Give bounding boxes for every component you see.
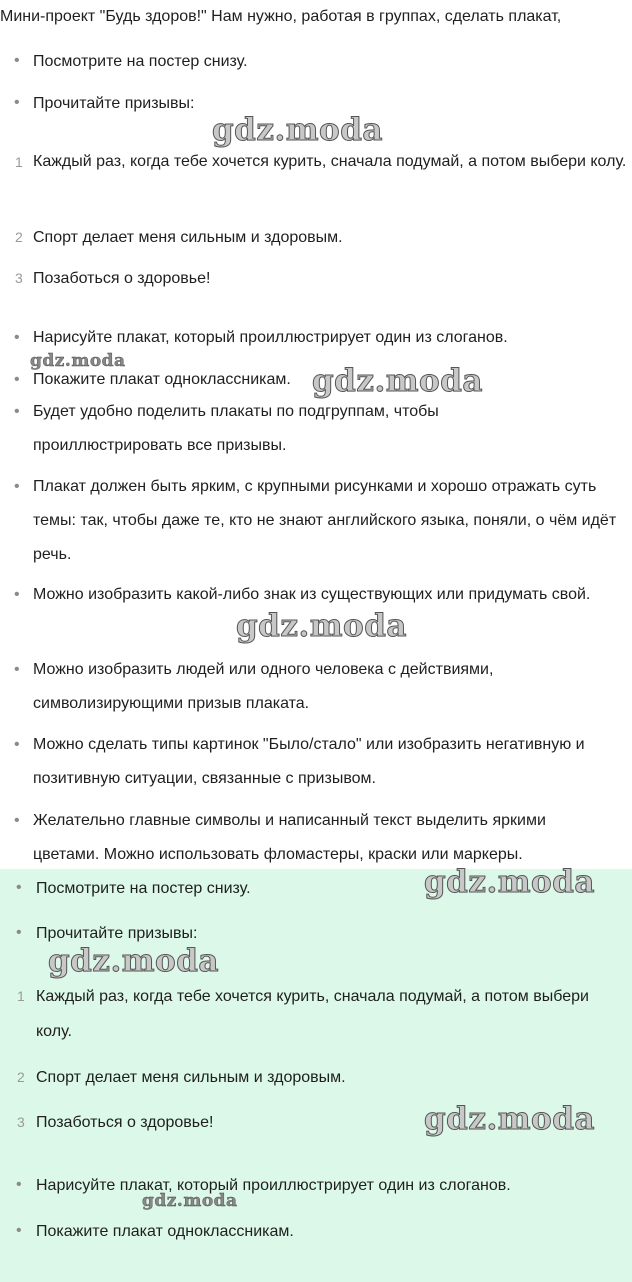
list-number: 3 [15, 270, 23, 286]
list-item: Покажите плакат одноклассникам. [36, 1223, 294, 1240]
list-item: Желательно главные символы и написанный текст выделить яркими цветами. Можно использовать фломастеры, краски или маркеры. [33, 812, 546, 863]
list-item: Посмотрите на постер снизу. [33, 53, 248, 70]
bullet-marker: • [14, 478, 20, 495]
list-number: 1 [15, 154, 23, 170]
watermark: gdz.moda [424, 864, 595, 900]
list-item: Покажите плакат одноклассникам. [33, 371, 291, 388]
list-number: 2 [15, 229, 23, 245]
watermark: gdz.moda [30, 351, 126, 371]
list-item: Нарисуйте плакат, который проиллюстрирует один из слоганов. [36, 1177, 511, 1194]
list-item: Спорт делает меня сильным и здоровым. [36, 1069, 346, 1086]
list-item: Позаботься о здоровье! [33, 270, 211, 287]
bullet-marker: • [14, 736, 20, 753]
bullet-marker: • [14, 52, 20, 69]
bullet-marker: • [14, 586, 20, 603]
list-item: Можно изобразить людей или одного человека с действиями, символизирующими призыв плаката. [33, 661, 494, 712]
bullet-marker: • [16, 1222, 22, 1239]
list-item: Можно изобразить какой-либо знак из существующих или придумать свой. [33, 586, 591, 603]
watermark: gdz.moda [212, 112, 383, 148]
list-item: Будет удобно поделить плакаты по подгруппам, чтобы проиллюстрировать все призывы. [33, 403, 439, 454]
list-item: Каждый раз, когда тебе хочется курить, сначала подумай, а потом выбери колу. [36, 988, 589, 1040]
list-item: Спорт делает меня сильным и здоровым. [33, 229, 343, 246]
bullet-marker: • [14, 94, 20, 111]
list-item: Прочитайте призывы: [36, 925, 198, 942]
bullet-marker: • [14, 812, 20, 829]
list-number: 1 [17, 988, 25, 1004]
bullet-marker: • [14, 403, 20, 420]
bullet-marker: • [16, 924, 22, 941]
bullet-marker: • [16, 1176, 22, 1193]
list-item: Посмотрите на постер снизу. [36, 880, 251, 897]
list-item: Прочитайте призывы: [33, 95, 195, 112]
bullet-marker: • [14, 371, 20, 388]
watermark: gdz.moda [312, 363, 483, 399]
list-item: Нарисуйте плакат, который проиллюстрирует один из слоганов. [33, 329, 508, 346]
watermark: gdz.moda [424, 1101, 595, 1137]
list-item: Позаботься о здоровье! [36, 1114, 214, 1131]
intro-text: Мини-проект "Будь здоров!" Нам нужно, работая в группах, сделать плакат, [0, 8, 562, 25]
watermark: gdz.moda [142, 1191, 238, 1211]
watermark: gdz.moda [48, 943, 219, 979]
list-item: Можно сделать типы картинок "Было/стало" или изобразить негативную и позитивную ситуации, связанные с призывом. [33, 736, 585, 787]
bullet-marker: • [16, 879, 22, 896]
list-item: Каждый раз, когда тебе хочется курить, сначала подумай, а потом выбери колу. [33, 153, 627, 170]
list-item: Плакат должен быть ярким, с крупными рисунками и хорошо отражать суть темы: так, чтобы даже те, кто не знают английского языка, поняли, о чём идёт речь. [33, 478, 617, 563]
bullet-marker: • [14, 329, 20, 346]
list-number: 2 [17, 1069, 25, 1085]
bullet-marker: • [14, 661, 20, 678]
watermark: gdz.moda [236, 608, 407, 644]
list-number: 3 [17, 1114, 25, 1130]
